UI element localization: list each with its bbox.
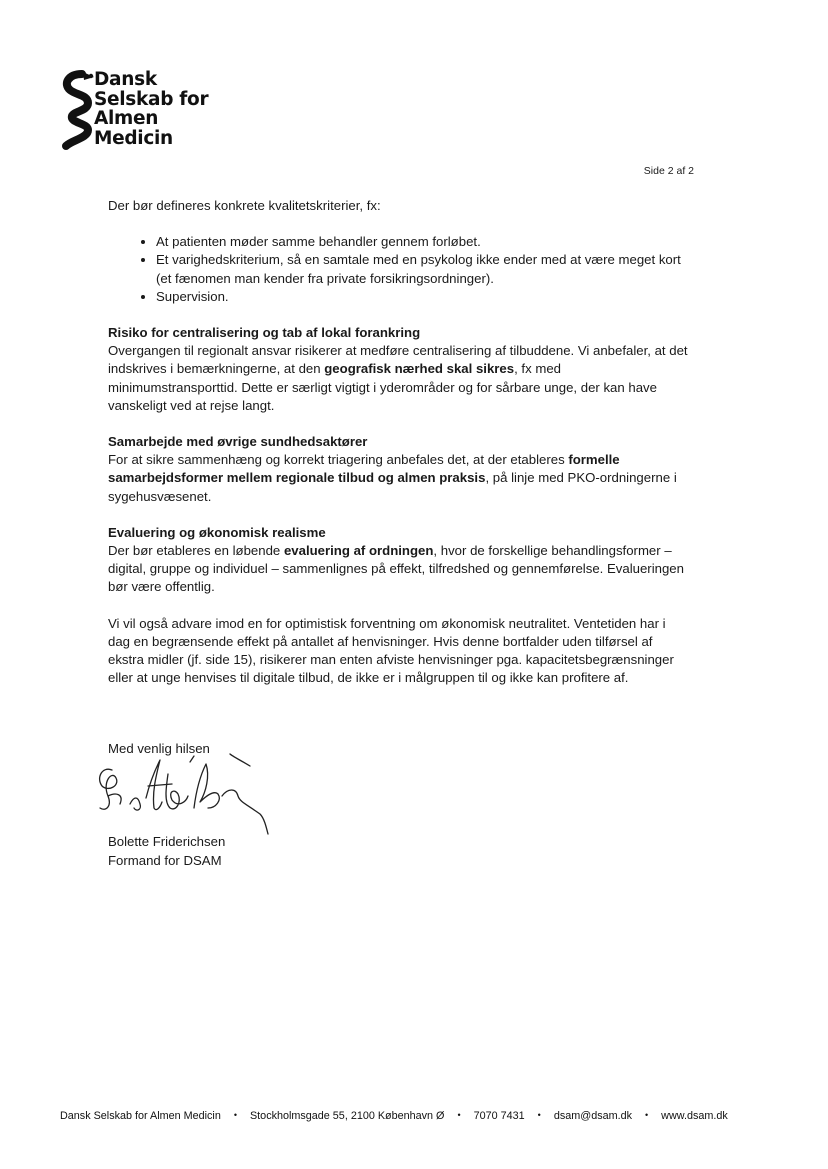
- footer-website: www.dsam.dk: [661, 1110, 728, 1122]
- signer-title: Formand for DSAM: [108, 852, 222, 868]
- list-item: • Et varighedskriterium, så en samtale med en psykolog ikke ender med at være meget kort (et fænomen man kender fra private forsikringsordninger).: [156, 251, 691, 287]
- section-evaluation: [108, 524, 691, 597]
- footer-email: dsam@dsam.dk: [553, 1110, 632, 1122]
- footer: [60, 1110, 760, 1122]
- handwritten-signature: [90, 752, 280, 842]
- list-item: • Supervision.: [156, 288, 691, 306]
- closing-greeting: Med venlig hilsen: [108, 741, 210, 756]
- page-number: Side 2 af 2: [643, 165, 694, 177]
- footer-address: Stockholmsgade 55, 2100 København Ø: [249, 1110, 445, 1122]
- criteria-list: [108, 233, 691, 306]
- organization-logo-text: Dansk Selskab for Almen Medicin: [94, 69, 209, 149]
- section-heading: Risiko for centralisering og tab af lokal forankring: [108, 325, 421, 341]
- section-heading: Samarbejde med øvrige sundhedsaktører: [108, 434, 368, 450]
- section-paragraph: Der bør etableres en løbende evaluering af ordningen, hvor de forskellige behandlingsformer – digital, gruppe og individuel – sammenlignes på effekt, tilfredshed og gennemførelse. Evalueringen bør være offentlig.: [108, 543, 684, 595]
- section-paragraph: For at sikre sammenhæng og korrekt triagering anbefales det, at der etableres formelle samarbejdsformer mellem regionale tilbud og almen praksis, på linje med PKO-ordningerne i sygehusvæsenet.: [108, 452, 677, 504]
- signer-block: [108, 833, 225, 870]
- section-paragraph: Overgangen til regionalt ansvar risikerer at medføre centralisering af tilbuddene. Vi anbefaler, at det indskrives i bemærkningerne, at den geografisk nærhed skal sikres, fx med minimumstransporttid. Dette er særligt vigtigt i yderområder og for sårbare unge, der kan have vanskeligt ved at rejse langt.: [108, 343, 688, 413]
- footer-separator: •: [457, 1110, 461, 1120]
- signer-name: Bolette Friderichsen: [108, 834, 226, 849]
- list-item: • At patienten møder samme behandler gennem forløbet.: [156, 233, 691, 251]
- intro-text: Der bør defineres konkrete kvalitetskriterier, fx:: [108, 198, 381, 213]
- section-collaboration: [108, 433, 691, 506]
- section-centralization: [108, 324, 691, 415]
- footer-phone: 7070 7431: [473, 1110, 525, 1122]
- footer-separator: •: [537, 1110, 541, 1120]
- section-heading: Evaluering og økonomisk realisme: [108, 524, 326, 540]
- letter-body: [108, 197, 691, 687]
- footer-org: Dansk Selskab for Almen Medicin: [60, 1110, 221, 1122]
- final-paragraph: Vi vil også advare imod en for optimistisk forventning om økonomisk neutralitet. Ventetiden har i dag en begrænsende effekt på antallet af henvisninger. Hvis denne bortfalder uden tilførsel af ekstra midler (jf. side 15), risikerer man enten afviste henvisninger pga. kapacitetsbegrænsninger eller at unge henvises til digitale tilbud, de ikke er i målgruppen til og ikke kan profitere af.: [108, 615, 674, 686]
- footer-separator: •: [233, 1110, 237, 1120]
- footer-separator: •: [645, 1110, 649, 1120]
